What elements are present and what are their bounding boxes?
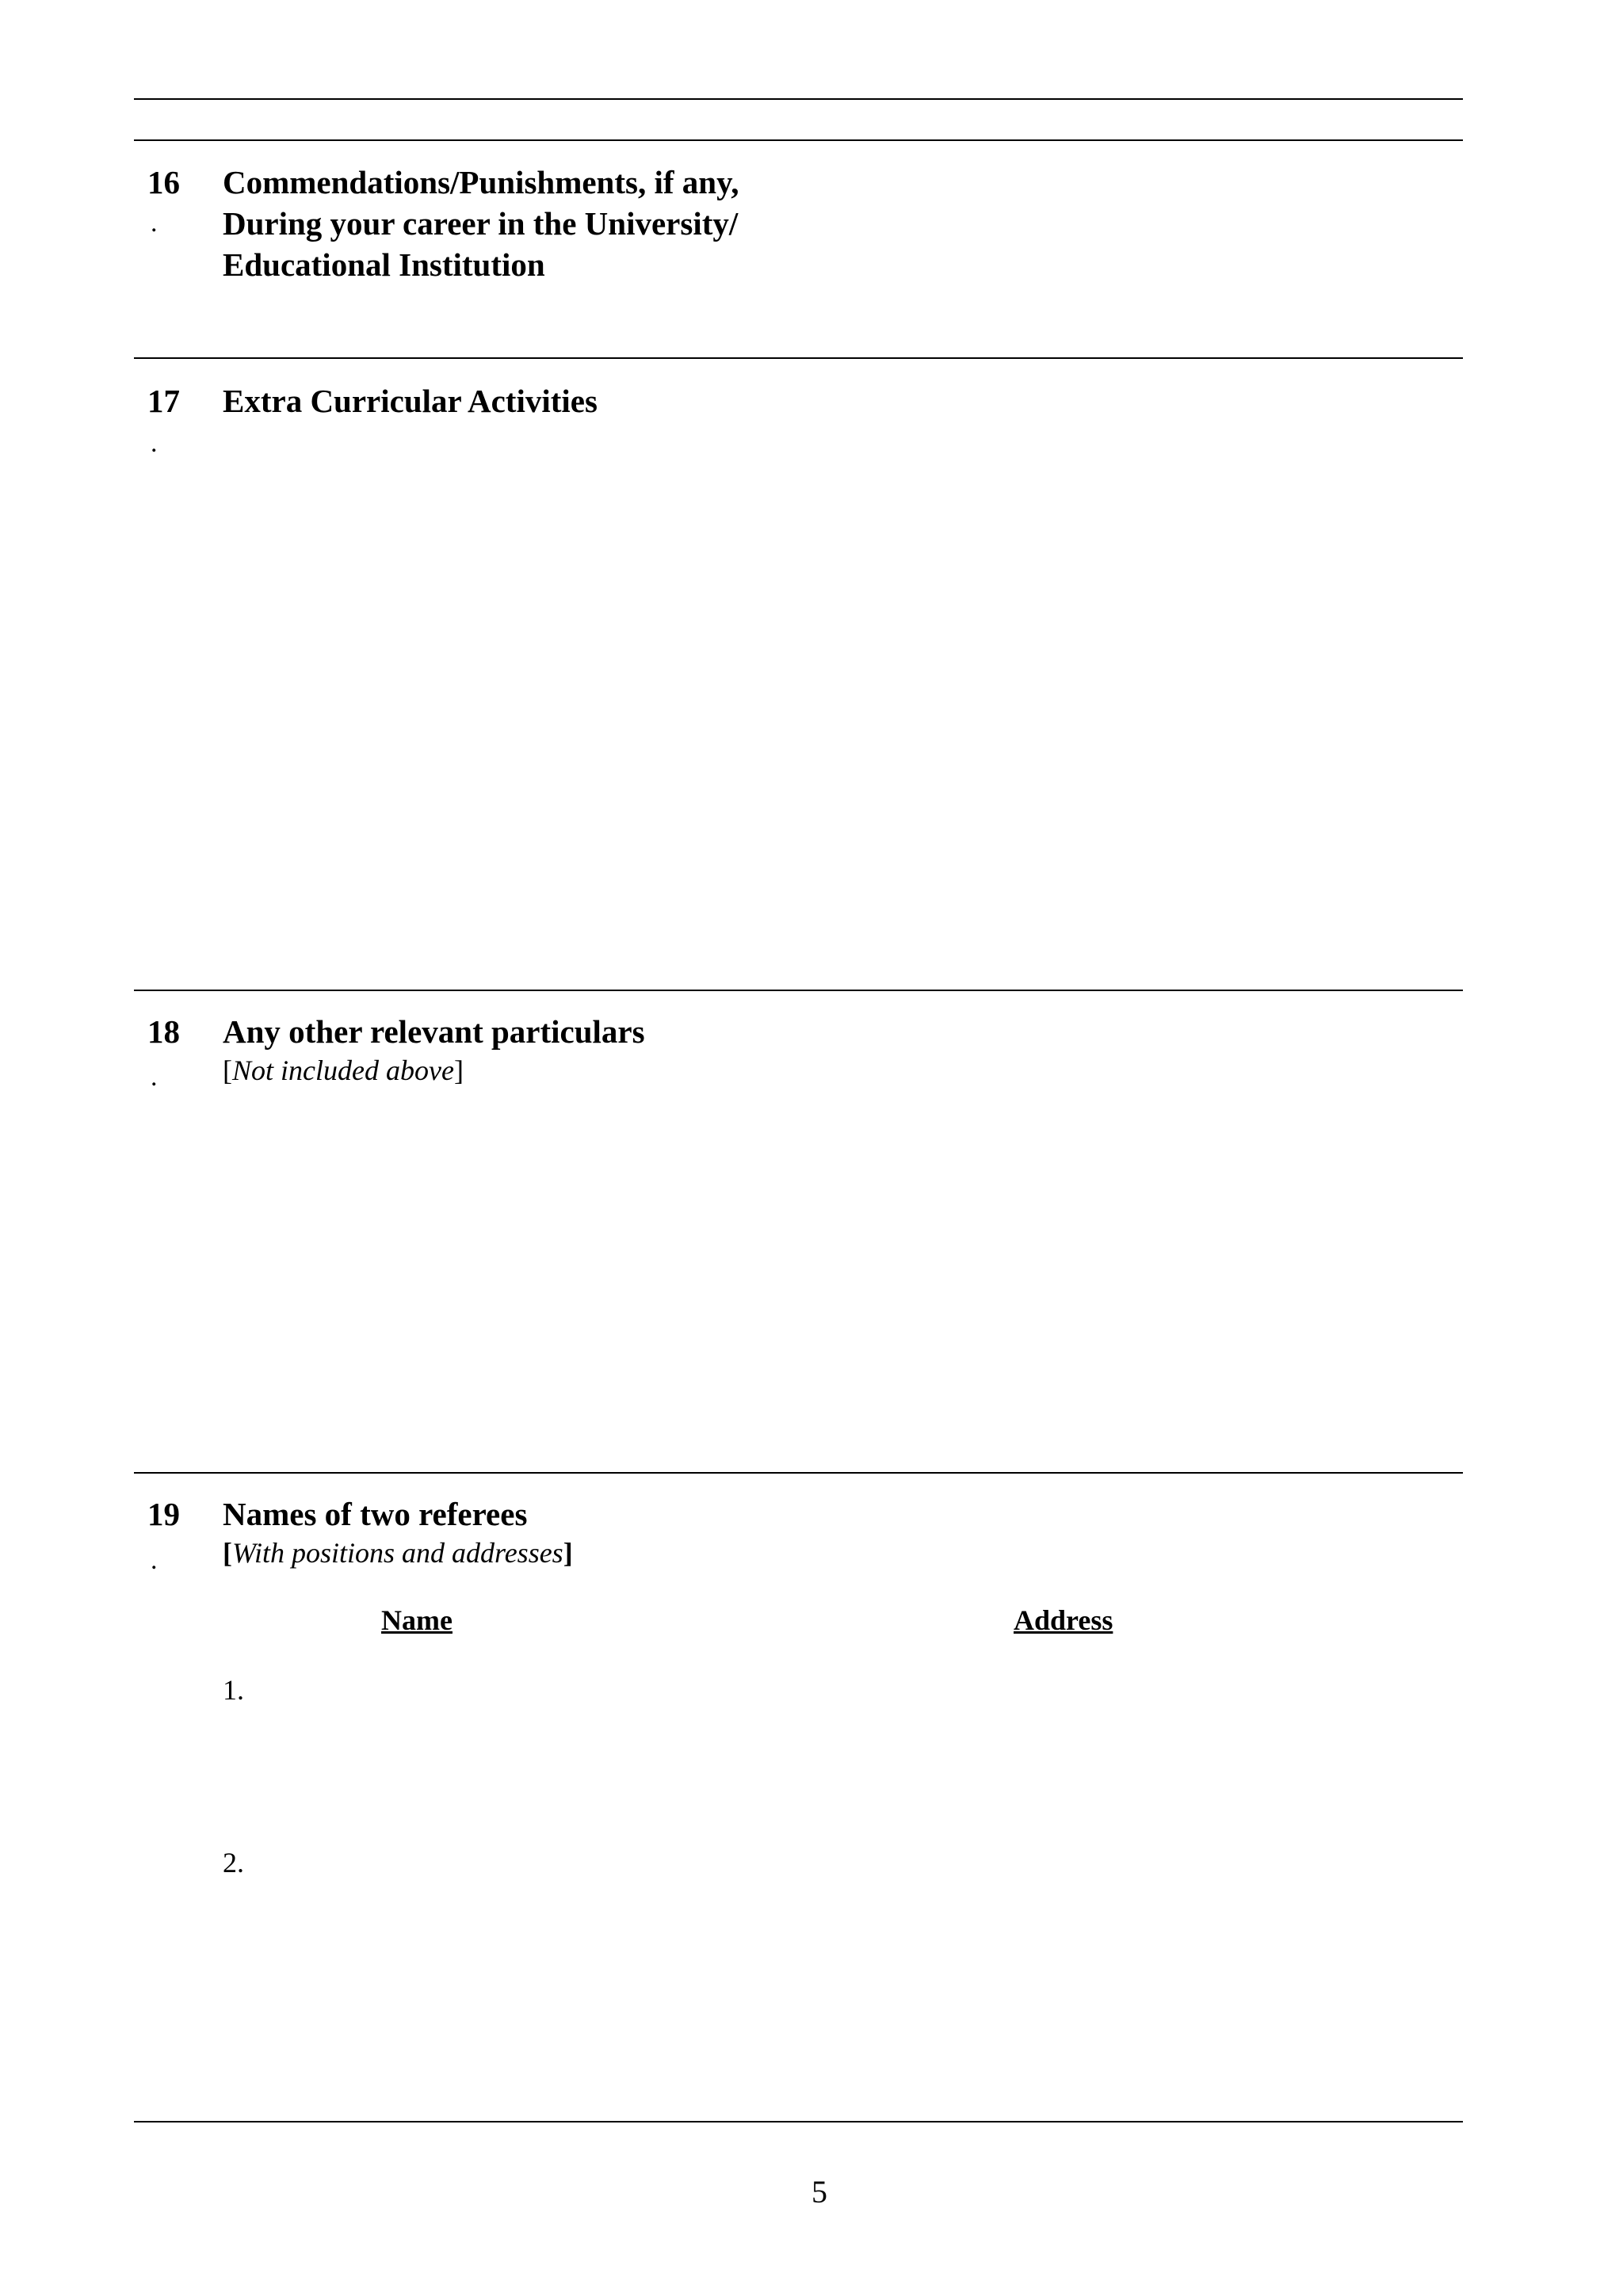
section-16-title-line-2: During your career in the University/	[223, 205, 739, 242]
section-18-dot: .	[151, 1062, 158, 1092]
section-19-dot: .	[151, 1546, 158, 1575]
section-16-dot: .	[151, 208, 158, 238]
section-16-title-line-1: Commendations/Punishments, if any,	[223, 164, 739, 200]
section-19-title: Names of two referees	[223, 1496, 528, 1532]
referee-name-column-header: Name	[381, 1604, 453, 1636]
section-19-rule	[134, 1472, 1463, 1474]
referee-entry-2: 2.	[223, 1847, 244, 1878]
section-19-number: 19	[147, 1496, 180, 1532]
referee-entry-1: 1.	[223, 1674, 244, 1706]
top-rule	[134, 98, 1463, 100]
section-18-title: Any other relevant particulars	[223, 1013, 645, 1050]
section-16-number: 16	[147, 164, 180, 200]
section-17-number: 17	[147, 383, 180, 419]
section-18-rule	[134, 990, 1463, 991]
section-16-rule	[134, 139, 1463, 141]
page-number: 5	[812, 2174, 827, 2210]
section-19-note: [With positions and addresses]	[223, 1537, 573, 1569]
section-18-note: [Not included above]	[223, 1055, 464, 1086]
bottom-rule	[134, 2121, 1463, 2122]
section-18-number: 18	[147, 1013, 180, 1050]
referee-address-column-header: Address	[1014, 1604, 1113, 1636]
section-17-title: Extra Curricular Activities	[223, 383, 598, 419]
section-17-rule	[134, 357, 1463, 359]
section-17-dot: .	[151, 429, 158, 458]
section-16-title-line-3: Educational Institution	[223, 246, 545, 283]
